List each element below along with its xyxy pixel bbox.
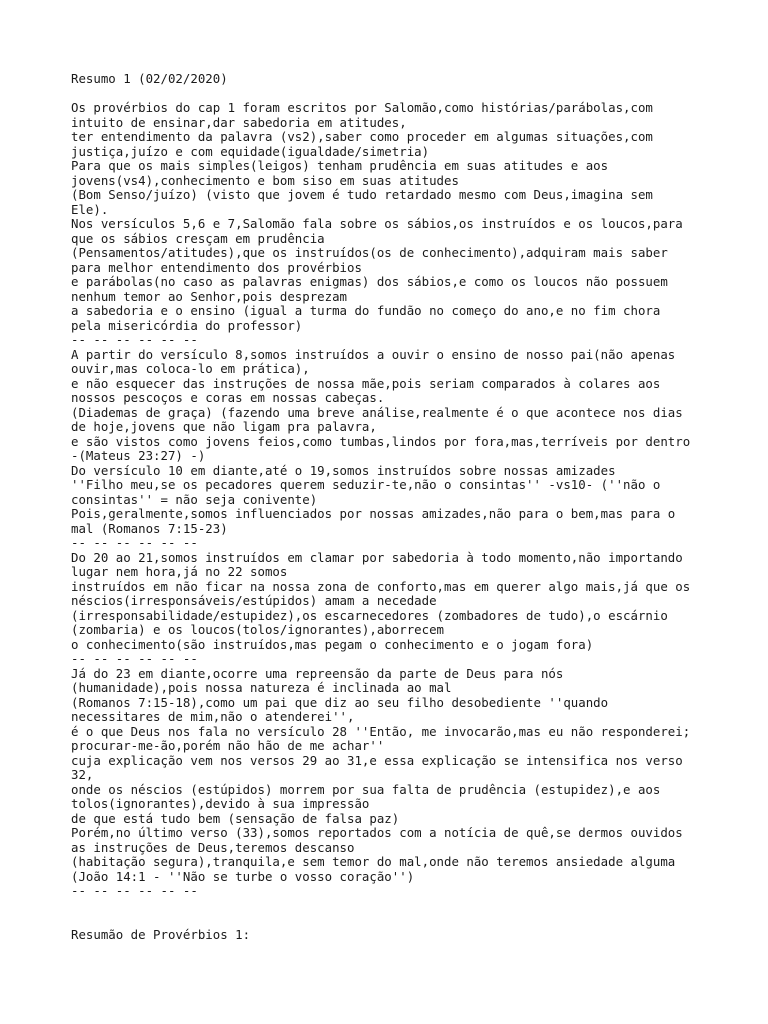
- document-line: (humanidade),pois nossa natureza é inclinada ao mal: [71, 680, 452, 695]
- document-line: jovens(vs4),conhecimento e bom siso em suas atitudes: [71, 172, 459, 188]
- document-line: intuito de ensinar,dar sabedoria em atitudes,: [71, 114, 407, 130]
- document-line: Para que os mais simples(leigos) tenham prudência em suas atitudes e aos: [71, 158, 609, 173]
- document-line: instruídos em não ficar na nossa zona de conforto,mas em querer algo mais,já que os: [71, 578, 691, 594]
- document-line: 32,: [71, 767, 94, 782]
- document-line: Do versículo 10 em diante,até o 19,somos instruídos sobre nossas amizades: [71, 462, 616, 478]
- document-line: Os provérbios do cap 1 foram escritos por Salomão,como histórias/parábolas,com: [71, 100, 653, 115]
- document-line: néscios(irresponsáveis/estúpidos) amam a necedade: [71, 593, 437, 608]
- document-line: mal (Romanos 7:15-23): [71, 520, 228, 536]
- document-line: cuja explicação vem nos versos 29 ao 31,e essa explicação se intensifica nos verso: [71, 752, 683, 768]
- document-line: (Romanos 7:15-18),como um pai que diz ao seu filho desobediente ''quando: [71, 694, 609, 710]
- document-line: ''Filho meu,se os pecadores querem seduzir-te,não o consintas'' -vs10- (''não o: [71, 477, 661, 492]
- document-line: é o que Deus nos fala no versículo 28 ''Então, me invocarão,mas eu não responderei;: [71, 723, 691, 739]
- document-line: (zombaria) e os loucos(tolos/ignorantes),aborrecem: [71, 622, 444, 637]
- document-line: A partir do versículo 8,somos instruídos a ouvir o ensino de nosso pai(não apenas: [71, 346, 676, 362]
- document-line: -- -- -- -- -- --: [71, 651, 198, 666]
- document-line: as instruções de Deus,teremos descanso: [71, 839, 355, 855]
- document-line: que os sábios cresçam em prudência: [71, 230, 325, 246]
- document-text: [71, 72, 711, 942]
- document-line: o conhecimento(são instruídos,mas pegam o conhecimento e o jogam fora): [71, 636, 594, 652]
- document-line: (irresponsabilidade/estupidez),os escarnecedores (zombadores de tudo),o escárnio: [71, 607, 668, 623]
- document-line: para melhor entendimento dos provérbios: [71, 259, 362, 275]
- document-line: de que está tudo bem (sensação de falsa paz): [71, 810, 400, 826]
- document-line: Nos versículos 5,6 e 7,Salomão fala sobre os sábios,os instruídos e os loucos,para: [71, 216, 683, 231]
- document-line: (Diademas de graça) (fazendo uma breve análise,realmente é o que acontece nos dias: [71, 404, 683, 420]
- document-line: (Bom Senso/juízo) (visto que jovem é tudo retardado mesmo com Deus,imagina sem: [71, 187, 653, 202]
- document-line: de hoje,jovens que não ligam pra palavra,: [71, 419, 377, 434]
- document-line: -(Mateus 23:27) -): [71, 448, 206, 463]
- document-line: ter entendimento da palavra (vs2),saber como proceder em algumas situações,com: [71, 129, 653, 144]
- document-line: Pois,geralmente,somos influenciados por nossas amizades,não para o bem,mas para o: [71, 506, 676, 521]
- document-line: [71, 87, 711, 102]
- document-line: Ele).: [71, 201, 109, 217]
- document-line: e não esquecer das instruções de nossa mãe,pois seriam comparados à colares aos: [71, 375, 661, 391]
- document-line: Porém,no último verso (33),somos reportados com a notícia de quê,se dermos ouvidos: [71, 825, 683, 840]
- document-line: pela misericórdia do professor): [71, 317, 303, 333]
- document-line: Do 20 ao 21,somos instruídos em clamar por sabedoria à todo momento,não importando: [71, 549, 683, 565]
- document-line: a sabedoria e o ensino (igual a turma do fundão no começo do ano,e no fim chora: [71, 303, 661, 318]
- document-line: lugar nem hora,já no 22 somos: [71, 564, 288, 579]
- document-line: -- -- -- -- -- --: [71, 883, 198, 898]
- document-line: e parábolas(no caso as palavras enigmas) dos sábios,e como os loucos não possuem: [71, 274, 668, 289]
- document-line: ouvir,mas coloca-lo em prática),: [71, 361, 310, 376]
- document-line: procurar-me-ão,porém não hão de me achar'': [71, 738, 385, 753]
- document-line: (João 14:1 - ''Não se turbe o vosso coração''): [71, 868, 415, 884]
- document-line: -- -- -- -- -- --: [71, 332, 198, 347]
- document-line: Resumo 1 (02/02/2020): [71, 71, 228, 86]
- document-line: (habitação segura),tranquila,e sem temor do mal,onde não teremos ansiedade alguma: [71, 854, 676, 869]
- document-line: onde os néscios (estúpidos) morrem por sua falta de prudência (estupidez),e aos: [71, 781, 661, 797]
- document-line: (Pensamentos/atitudes),que os instruídos(os de conhecimento),adquiram mais saber: [71, 245, 668, 260]
- document-line: nenhum temor ao Senhor,pois desprezam: [71, 288, 348, 304]
- document-line: consintas'' = não seja conivente): [71, 491, 318, 507]
- document-line: [71, 913, 711, 928]
- document-line: Já do 23 em diante,ocorre uma repreensão da parte de Deus para nós: [71, 665, 564, 681]
- document-line: Resumão de Provérbios 1:: [71, 926, 251, 942]
- document-line: -- -- -- -- -- --: [71, 535, 198, 550]
- document-line: nossos pescoços e coras em nossas cabeças.: [71, 390, 385, 405]
- document-line: [71, 899, 711, 914]
- document-line: justiça,juízo e com equidade(igualdade/simetria): [71, 143, 430, 159]
- document-line: e são vistos como jovens feios,como tumbas,lindos por fora,mas,terríveis por dentro: [71, 433, 691, 449]
- document-line: necessitares de mim,não o atenderei'',: [71, 709, 355, 724]
- document-line: tolos(ignorantes),devido à sua impressão: [71, 796, 370, 811]
